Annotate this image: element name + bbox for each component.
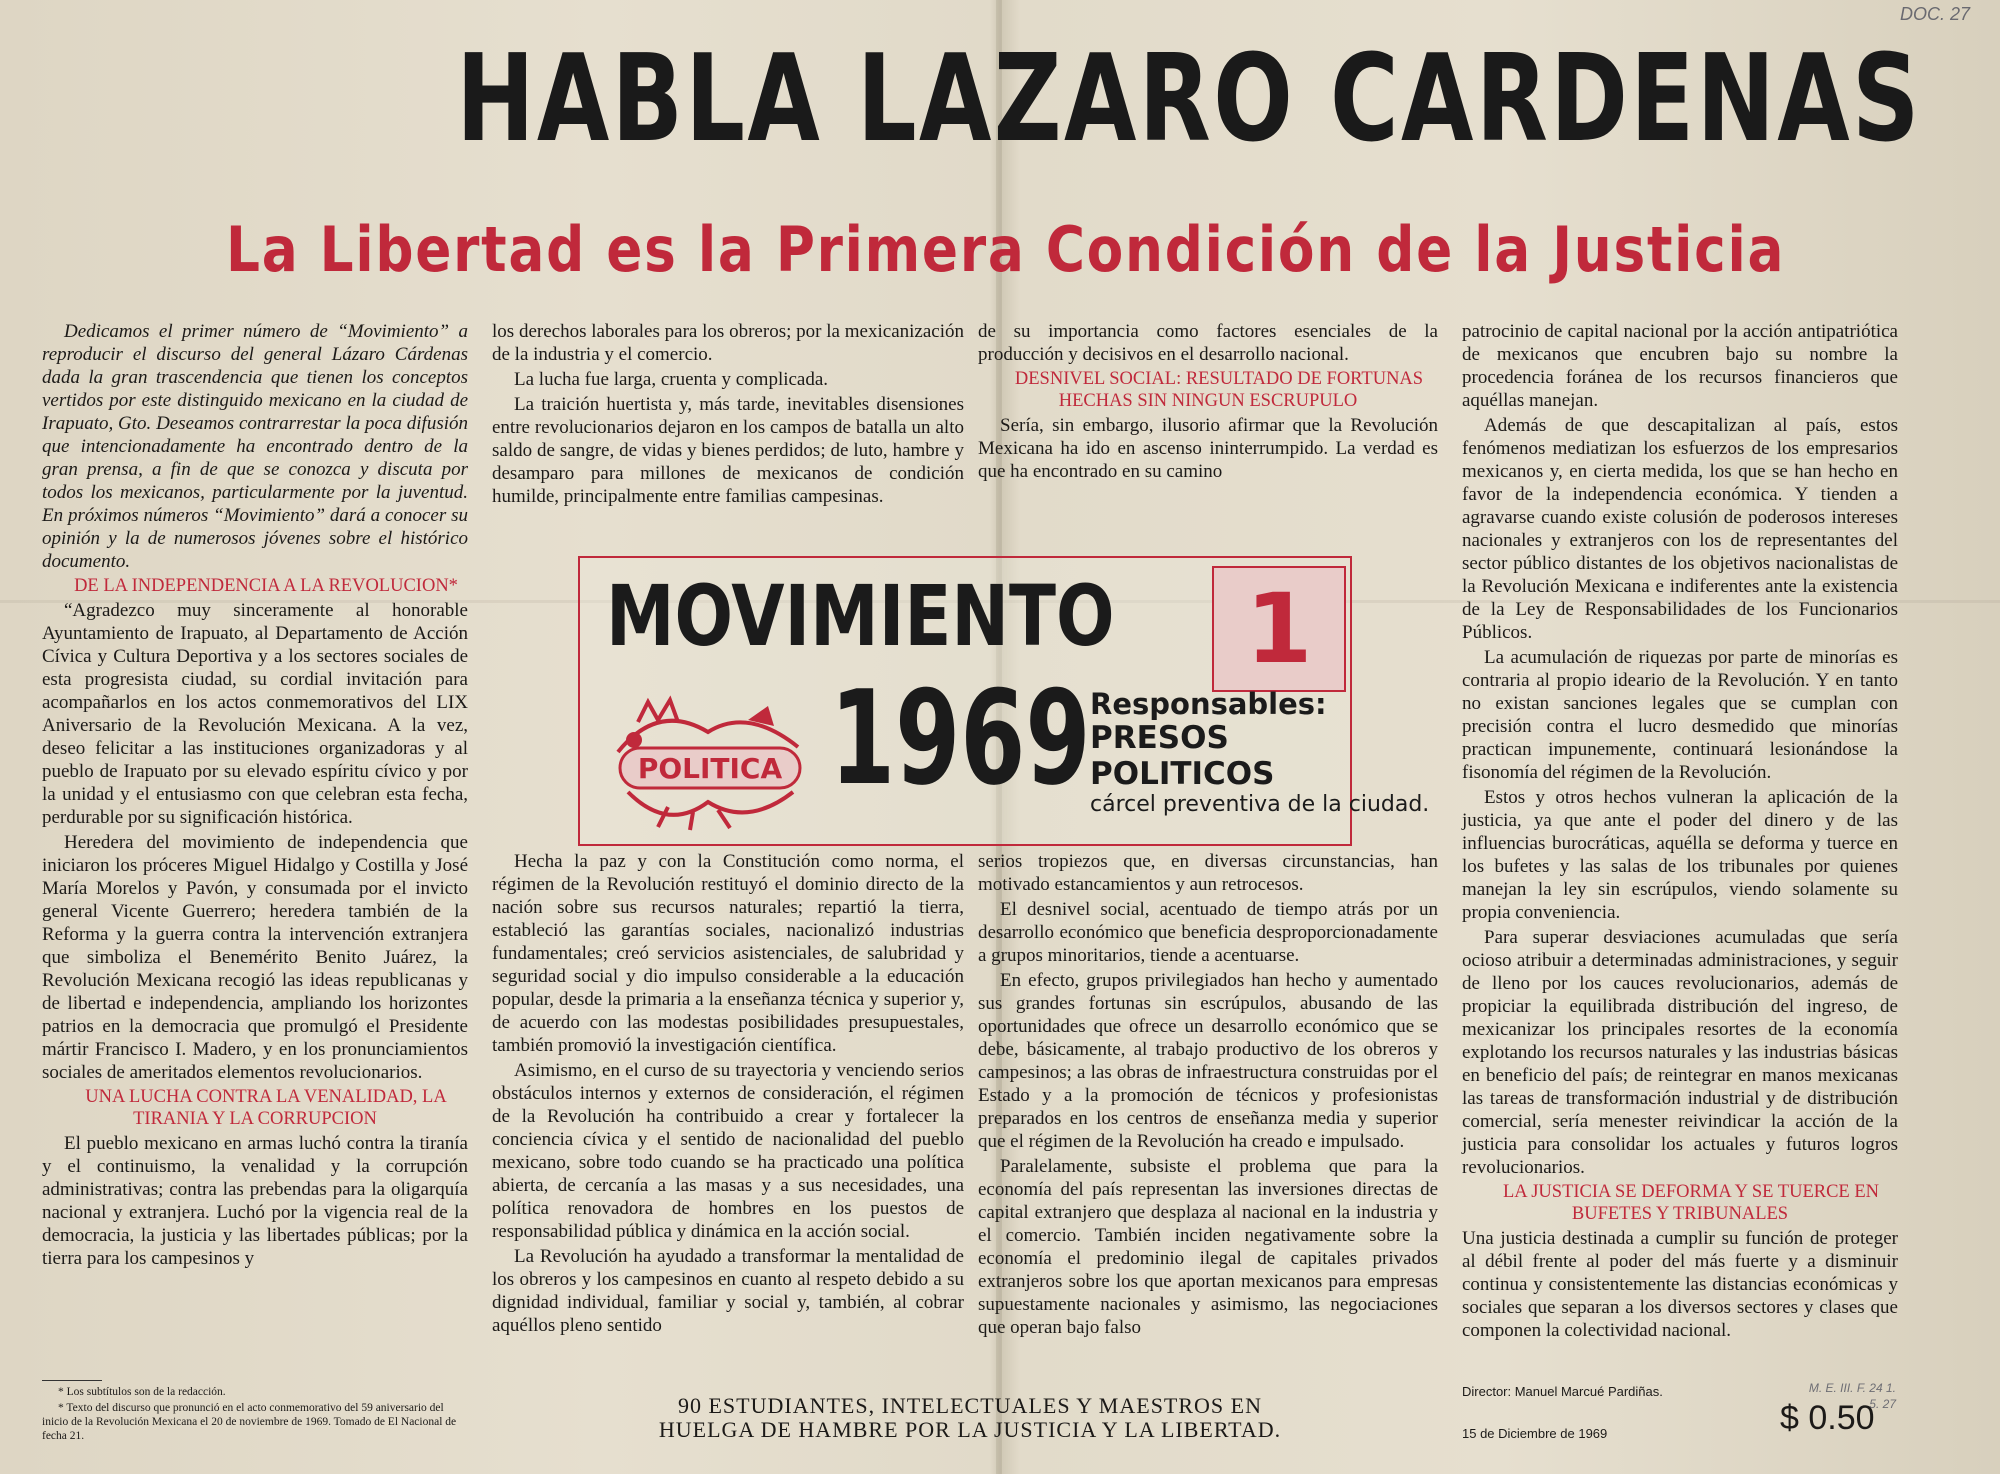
hunger-strike-banner	[640, 1394, 1300, 1442]
paragraph: serios tropiezos que, en diversas circunstancias, han motivado estancamientos y aun retrocesos.	[978, 851, 1438, 895]
paragraph: En efecto, grupos privilegiados han hecho y aumentado sus grandes fortunas sin escrúpulos, abusando de las oportunidades que ofrece un desarrollo económico que se debe, básicamente, al trabajo productivo de los obreros y campesinos; a las obras de infraestructura construidas por el Estado y a la promoción de técnicos y profesionistas preparados en los centros de enseñanza media y superior que el régimen de la Revolución ha creado e impulsado.	[978, 970, 1438, 1152]
masthead-title: MOVIMIENTO	[606, 567, 1115, 665]
footnote: * Los subtítulos son de la redacción.	[58, 1386, 226, 1398]
banner-line-2: HUELGA DE HAMBRE POR LA JUSTICIA Y LA LIBERTAD.	[658, 1417, 1282, 1442]
paragraph: El desnivel social, acentuado de tiempo atrás por un desarrollo económico que beneficia desproporcionadamente a grupos minoritarios, tiende a acentuarse.	[978, 899, 1438, 966]
column-3-bottom	[978, 850, 1438, 1341]
paragraph: Además de que descapitalizan al país, estos fenómenos mediatizan los esfuerzos de los empresarios mexicanos y, en cierta medida, los que se han hecho en favor de la independencia económica. Y tienden a agravarse cuando existe colusión de poderosos intereses nacionales y extranjeros con los de representantes del sector público distantes de los objetivos nacionalistas de la Revolución Mexicana e indiferentes ante la existencia de la Ley de Responsabilidades de los Funcionarios Públicos.	[1462, 415, 1898, 643]
column-1	[42, 320, 468, 1272]
column-2-top	[492, 320, 964, 510]
paragraph: “Agradezco muy sinceramente al honorable Ayuntamiento de Irapuato, al Departamento de Acción Cívica y Cultura Deportiva y a los sectores sociales de esta progresista ciudad, su cordial invitación para acompañarlos en los actos conmemorativos del LIX Aniversario de la Revolución Mexicana. A la vez, deseo felicitar a las instituciones organizadoras y al pueblo de Irapuato por su elevado espíritu cívico y por la unidad y el entusiasmo con que celebran esta fecha, perdurable por su significación histórica.	[42, 600, 468, 828]
paragraph: Una justicia destinada a cumplir su función de proteger al débil frente al poder del más fuerte y a disminuir continua y consistentemente las distancias económicas y sociales que separan a los diversos sectores y clases que componen la colectividad nacional.	[1462, 1228, 1898, 1341]
paragraph: Paralelamente, subsiste el problema que para la economía del país representan las inversiones directas de capital extranjero que desplaza al nacional en la industria y el comercio. También inciden negativamente sobre la economía el predominio ilegal de capitales privados extranjeros sobre los que aportan mexicanos para empresas supuestamente nacionales y asimismo, las negociaciones que operan bajo falso	[978, 1156, 1438, 1338]
masthead-box	[578, 556, 1430, 846]
paragraph: los derechos laborales para los obreros; por la mexicanización de la industria y el comercio.	[492, 321, 964, 365]
politica-logo-icon	[598, 692, 822, 832]
pencil-annotation: M. E. III. F. 24 1. 5. 27	[1808, 1381, 1896, 1411]
intro-paragraph: Dedicamos el primer número de “Movimiento” a reproducir el discurso del general Lázaro Cárdenas dada la gran trascendencia que tienen los conceptos vertidos por este distinguido mexicano en la ciudad de Irapuato, Gto. Deseamos contrarrestar la poca difusión que intencionadamente ha encontrado dentro de la gran prensa, a fin de que se conozca y discuta por todos los mexicanos, particularmente por la juventud. En próximos números “Movimiento” dará a conocer su opinión y la de numerosos jóvenes sobre el histórico documento.	[42, 321, 468, 572]
paragraph: El pueblo mexicano en armas luchó contra la tiranía y el continuismo, la venalidad y la corrupción administrativas; contra las prebendas para la oligarquía nacional y extranjera. Luchó por la vigencia real de la democracia, la justicia y las libertades públicas; por la tierra para los campesinos y	[42, 1133, 468, 1269]
politicos-label: POLITICOS	[1090, 756, 1275, 792]
subheadline: La Libertad es la Primera Condición de la Justicia	[226, 213, 1786, 286]
paragraph: La traición huertista y, más tarde, inevitables disensiones entre revolucionarios dejaron en los campos de batalla un alto saldo de sangre, de vidas y bienes perdidos; de luto, hambre y desamparo para millones de mexicanos de condición humilde, principalmente entre familias campesinas.	[492, 394, 964, 507]
paragraph: Heredera del movimiento de independencia que iniciaron los próceres Miguel Hidalgo y Costilla y José María Morelos y Pavón, y consumada por el invicto general Vicente Guerrero; heredera también de la Reforma y la guerra contra la intervención extranjera que simboliza el Benemérito Benito Juárez, la Revolución Mexicana recogió las ideas republicanas y de libertad e independencia, ampliando los horizontes patrios en la democracia que promulgó el Presidente mártir Francisco I. Madero, y en los pronunciamientos sociales de ameritados elementos revolucionarios.	[42, 832, 468, 1083]
footnote: * Texto del discurso que pronunció en el acto conmemorativo del 59 aniversario del inicio de la Revolución Mexicana el 20 de noviembre de 1969. Tomado de El Nacional de fecha 21.	[42, 1402, 457, 1442]
issue-number: 1	[1212, 566, 1346, 692]
paragraph: Asimismo, en el curso de su trayectoria y venciendo serios obstáculos internos y externos de consideración, el régimen de la Revolución ha contribuido a crear y fortalecer la conciencia cívica y el sentido de nacionalidad del pueblo mexicano, sobre todo cuando se ha practicado una política abierta, de cercanía a las masas y a sus necesidades, una política renovadora de hombres en los puestos de responsabilidad pública y dinámica en la acción social.	[492, 1060, 964, 1242]
paragraph: de su importancia como factores esenciales de la producción y decisivos en el desarrollo nacional.	[978, 321, 1438, 365]
masthead-year: 1969	[830, 662, 1091, 814]
logo-word: POLITICA	[637, 752, 783, 785]
paragraph: La acumulación de riquezas por parte de minorías es contraria al propio ideario de la Revolución. Y en tanto no existan sanciones legales que se cumplan con precisión contra el lucro desmedido que minorías practican impunemente, continuará lesionándose la fisonomía del régimen de la Revolución.	[1462, 647, 1898, 783]
column-2-bottom	[492, 850, 964, 1339]
paragraph: patrocinio de capital nacional por la acción antipatriótica de mexicanos que encubren bajo su nombre la procedencia foránea de los recursos financieros que aquéllas manejan.	[1462, 321, 1898, 411]
section-heading-lucha: UNA LUCHA CONTRA LA VENALIDAD, LA TIRANIA Y LA CORRUPCION	[85, 1087, 447, 1129]
paragraph: La Revolución ha ayudado a transformar la mentalidad de los obreros y los campesinos en cuanto al respeto debido a su dignidad individual, familiar y social y, también, al cobrar aquéllos pleno sentido	[492, 1246, 964, 1336]
section-heading-independencia: DE LA INDEPENDENCIA A LA REVOLUCION*	[74, 576, 458, 596]
paragraph: Hecha la paz y con la Constitución como norma, el régimen de la Revolución restituyó el dominio directo de la nación sobre sus recursos naturales; repartió la tierra, estableció las garantías sociales, nacionalizó industrias fundamentales; creó servicios asistenciales, de salubridad y seguridad social y dio impulso considerable a la educación popular, desde la primaria a la enseñanza técnica y superior y, de acuerdo con las modestas posibilidades presupuestales, también promovió la investigación científica.	[492, 851, 964, 1056]
column-4	[1462, 320, 1898, 1344]
footnotes	[42, 1380, 472, 1445]
issue-date: 15 de Diciembre de 1969	[1462, 1426, 1608, 1441]
footnote-rule	[42, 1380, 102, 1381]
paragraph: Estos y otros hechos vulneran la aplicación de la justicia, ya que ante el poder del dinero y de las influencias burocráticas, aquélla se deforma y tuerce en los bufetes y las salas de los tribunales por quienes manejan la ley sin escrúpulos, viendo solamente su propia conveniencia.	[1462, 787, 1898, 923]
responsables-label: Responsables:	[1090, 687, 1327, 721]
paragraph: Para superar desviaciones acumuladas que sería ocioso atribuir a determinadas administraciones, y seguir de lleno por los cauces revolucionarios, además de propiciar la equilibrada distribución del ingreso, de mexicanizar los principales resortes de la economía explotando los recursos naturales y las industrias básicas en beneficio del país; de reintegrar en manos mexicanas las tareas de transformación industrial y de distribución comercial, sería menester reivindicar la acción de la justicia para consolidar los actuales y futuros logros revolucionarios.	[1462, 927, 1898, 1178]
director-credit: Director: Manuel Marcué Pardiñas.	[1462, 1384, 1663, 1399]
presos-label: PRESOS	[1090, 720, 1229, 756]
section-heading-desnivel: DESNIVEL SOCIAL: RESULTADO DE FORTUNAS HECHAS SIN NINGUN ESCRUPULO	[1014, 369, 1424, 411]
paragraph: La lucha fue larga, cruenta y complicada.	[514, 369, 829, 390]
carcel-label: cárcel preventiva de la ciudad.	[1090, 792, 1430, 817]
archive-doc-number: DOC. 27	[1899, 4, 1970, 24]
banner-line-1: 90 ESTUDIANTES, INTELECTUALES Y MAESTROS EN	[677, 1393, 1262, 1418]
section-heading-justicia: LA JUSTICIA SE DEFORMA Y SE TUERCE EN BUFETES Y TRIBUNALES	[1502, 1182, 1880, 1224]
column-3-top	[978, 320, 1438, 485]
paragraph: Sería, sin embargo, ilusorio afirmar que la Revolución Mexicana ha ido en ascenso ininterrumpido. La verdad es que ha encontrado en su camino	[978, 415, 1438, 482]
price: $ 0.50	[1780, 1399, 1875, 1437]
masthead-responsables	[1090, 687, 1430, 817]
headline: HABLA LAZARO CARDENAS	[456, 30, 1922, 169]
